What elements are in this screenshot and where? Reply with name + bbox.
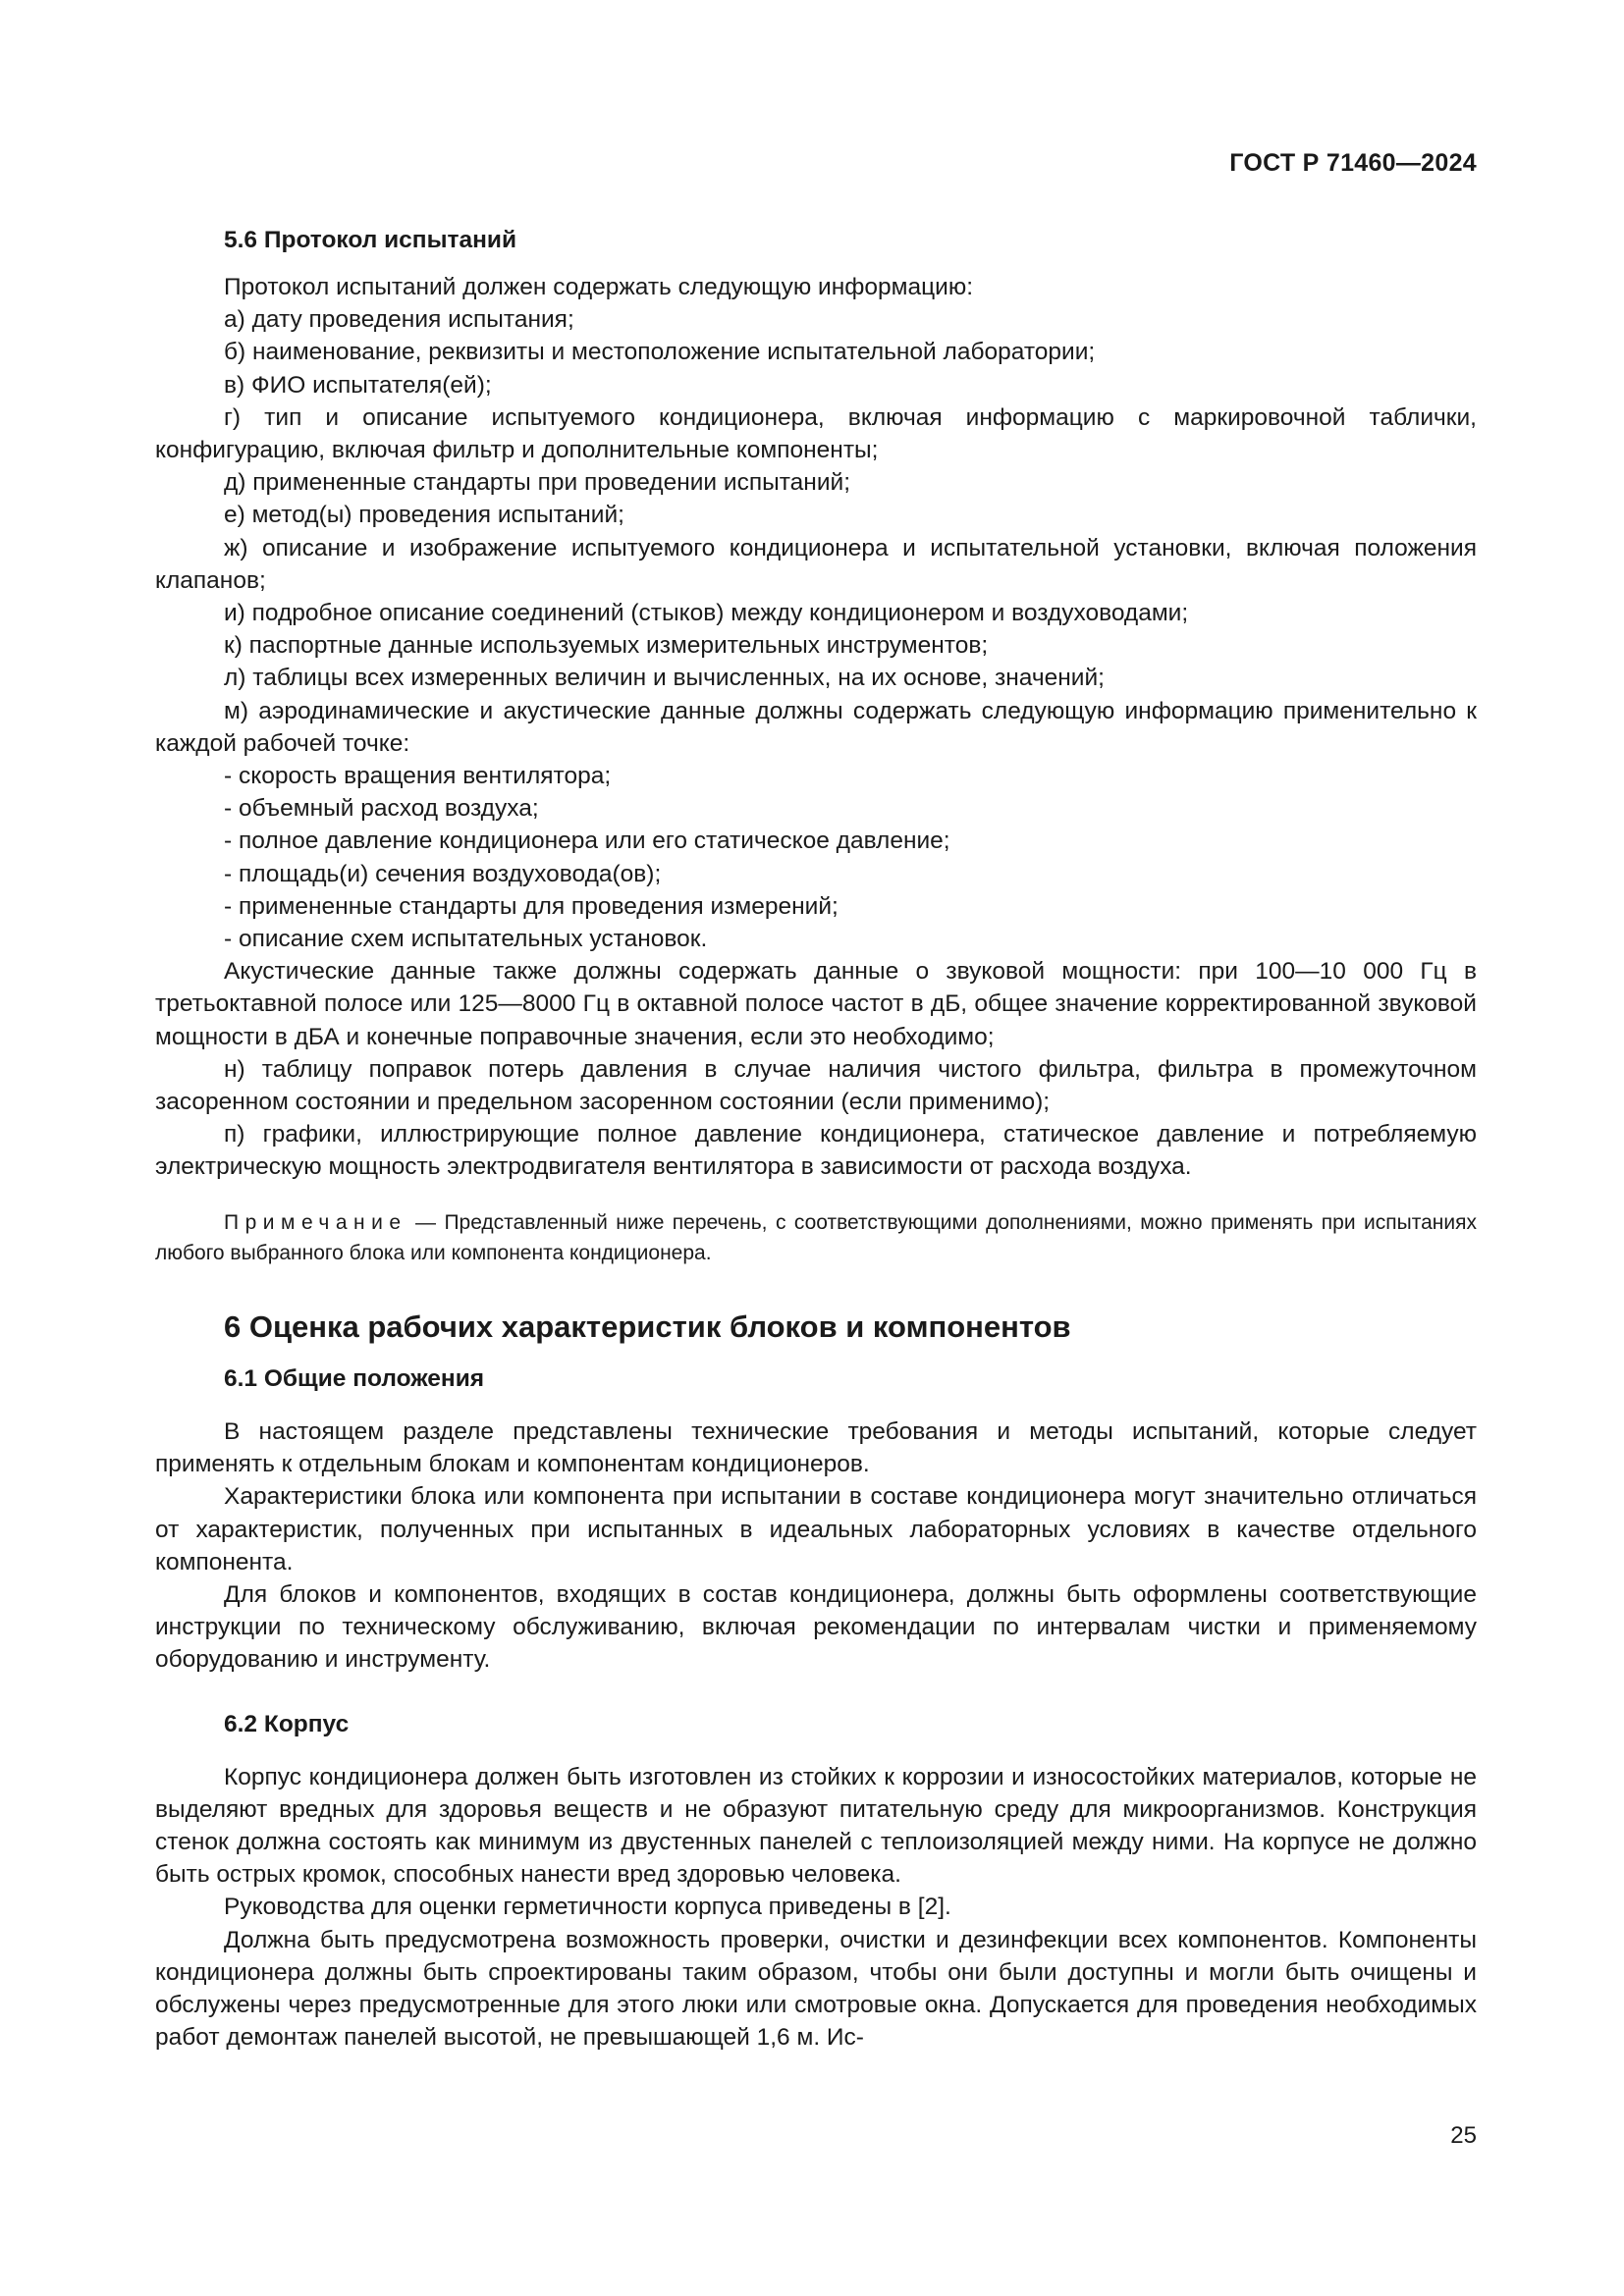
list-item: к) паспортные данные используемых измерительных инструментов; [224,632,989,660]
paragraph: Для блоков и компонентов, входящих в состав кондиционера, должны быть оформлены соответствующие инструкции по техническому обслуживанию, включая рекомендации по интервалам чистки и применяемому оборудованию и инструменту. [155,1581,1477,1674]
list-item: и) подробное описание соединений (стыков) между кондиционером и воздуховодами; [224,600,1189,627]
sub-list-item: - объемный расход воздуха; [224,795,539,823]
subsection-heading: 6.1 Общие положения [224,1365,485,1392]
paragraph: Корпус кондиционера должен быть изготовлен из стойких к коррозии и износостойких материалов, которые не выделяют вредных для здоровья веществ и не образуют питательную среду для микроорганизмов. Конструкция стенок должна состоять как минимум из двустенных панелей с теплоизоляцией между ними. На корпусе не должно быть острых кромок, способных нанести вред здоровью человека. [155,1763,1477,1889]
document-page [155,0,1477,2296]
paragraph: Руководства для оценки герметичности корпуса приведены в [2]. [224,1894,951,1921]
paragraph: Характеристики блока или компонента при испытании в составе кондиционера могут значительно отличаться от характеристик, полученных при испытанных в идеальных лабораторных условиях в качестве отдельного компонента. [155,1483,1477,1575]
list-item: а) дату проведения испытания; [224,306,574,334]
list-item: в) ФИО испытателя(ей); [224,371,492,399]
document-code: ГОСТ Р 71460—2024 [1229,149,1477,177]
sub-list-item: - описание схем испытательных установок. [224,926,708,953]
note [155,1207,1477,1268]
paragraph: Должна быть предусмотрена возможность проверки, очистки и дезинфекции всех компонентов. Компоненты кондиционера должны быть спроектированы таким образом, чтобы они были доступны и могли быть очищены и обслужены через предусмотренные для этого люки или смотровые окна. Допускается для проведения необходимых работ демонтаж панелей высотой, не превышающей 1,6 м. Ис- [155,1926,1477,2052]
list-item: г) тип и описание испытуемого кондиционера, включая информацию с маркировочной таблички, конфигурацию, включая фильтр и дополнительные компоненты; [155,403,1477,464]
sub-list-item: - полное давление кондиционера или его статическое давление; [224,828,950,855]
section-6 [155,1306,1477,2054]
page-number: 25 [1450,2122,1477,2149]
list-item: м) аэродинамические и акустические данные должны содержать следующую информацию применительно к каждой рабочей точке: [155,697,1477,757]
section-5-6 [155,224,1477,1268]
paragraph: Акустические данные также должны содержать данные о звуковой мощности: при 100—10 000 Гц в третьоктавной полосе или 125—8000 Гц в октавной полосе частот в дБ, общее значение корректированной звуковой мощности в дБА и конечные поправочные значения, если это необходимо; [155,958,1477,1050]
sub-list-item: - площадь(и) сечения воздуховода(ов); [224,860,662,887]
list-item: п) графики, иллюстрирующие полное давление кондиционера, статическое давление и потребляемую электрическую мощность электродвигателя вентилятора в зависимости от расхода воздуха. [155,1121,1477,1181]
section-heading: 6 Оценка рабочих характеристик блоков и компонентов [224,1309,1071,1344]
list-item: е) метод(ы) проведения испытаний; [224,502,624,529]
list-item: н) таблицу поправок потерь давления в случае наличия чистого фильтра, фильтра в промежуточном засоренном состоянии и предельном засоренном состоянии (если применимо); [155,1055,1477,1116]
sub-list-item: - скорость вращения вентилятора; [224,763,612,790]
paragraph: Протокол испытаний должен содержать следующую информацию: [224,274,974,300]
note-text: — Представленный ниже перечень, с соответствующими дополнениями, можно применять при испытаниях любого выбранного блока или компонента кондиционера. [155,1210,1477,1264]
section-heading: 5.6 Протокол испытаний [224,227,517,253]
list-item: л) таблицы всех измеренных величин и вычисленных, на их основе, значений; [224,665,1105,692]
list-item: б) наименование, реквизиты и местоположение испытательной лаборатории; [224,339,1096,366]
subsection-heading: 6.2 Корпус [224,1710,350,1737]
list-item: д) примененные стандарты при проведении испытаний; [224,469,851,497]
list-item: ж) описание и изображение испытуемого кондиционера и испытательной установки, включая положения клапанов; [155,534,1477,594]
sub-list-item: - примененные стандарты для проведения измерений; [224,892,839,920]
paragraph: В настоящем разделе представлены технические требования и методы испытаний, которые следует применять к отдельным блокам и компонентам кондиционеров. [155,1418,1477,1478]
note-label: Примечание [224,1210,407,1234]
